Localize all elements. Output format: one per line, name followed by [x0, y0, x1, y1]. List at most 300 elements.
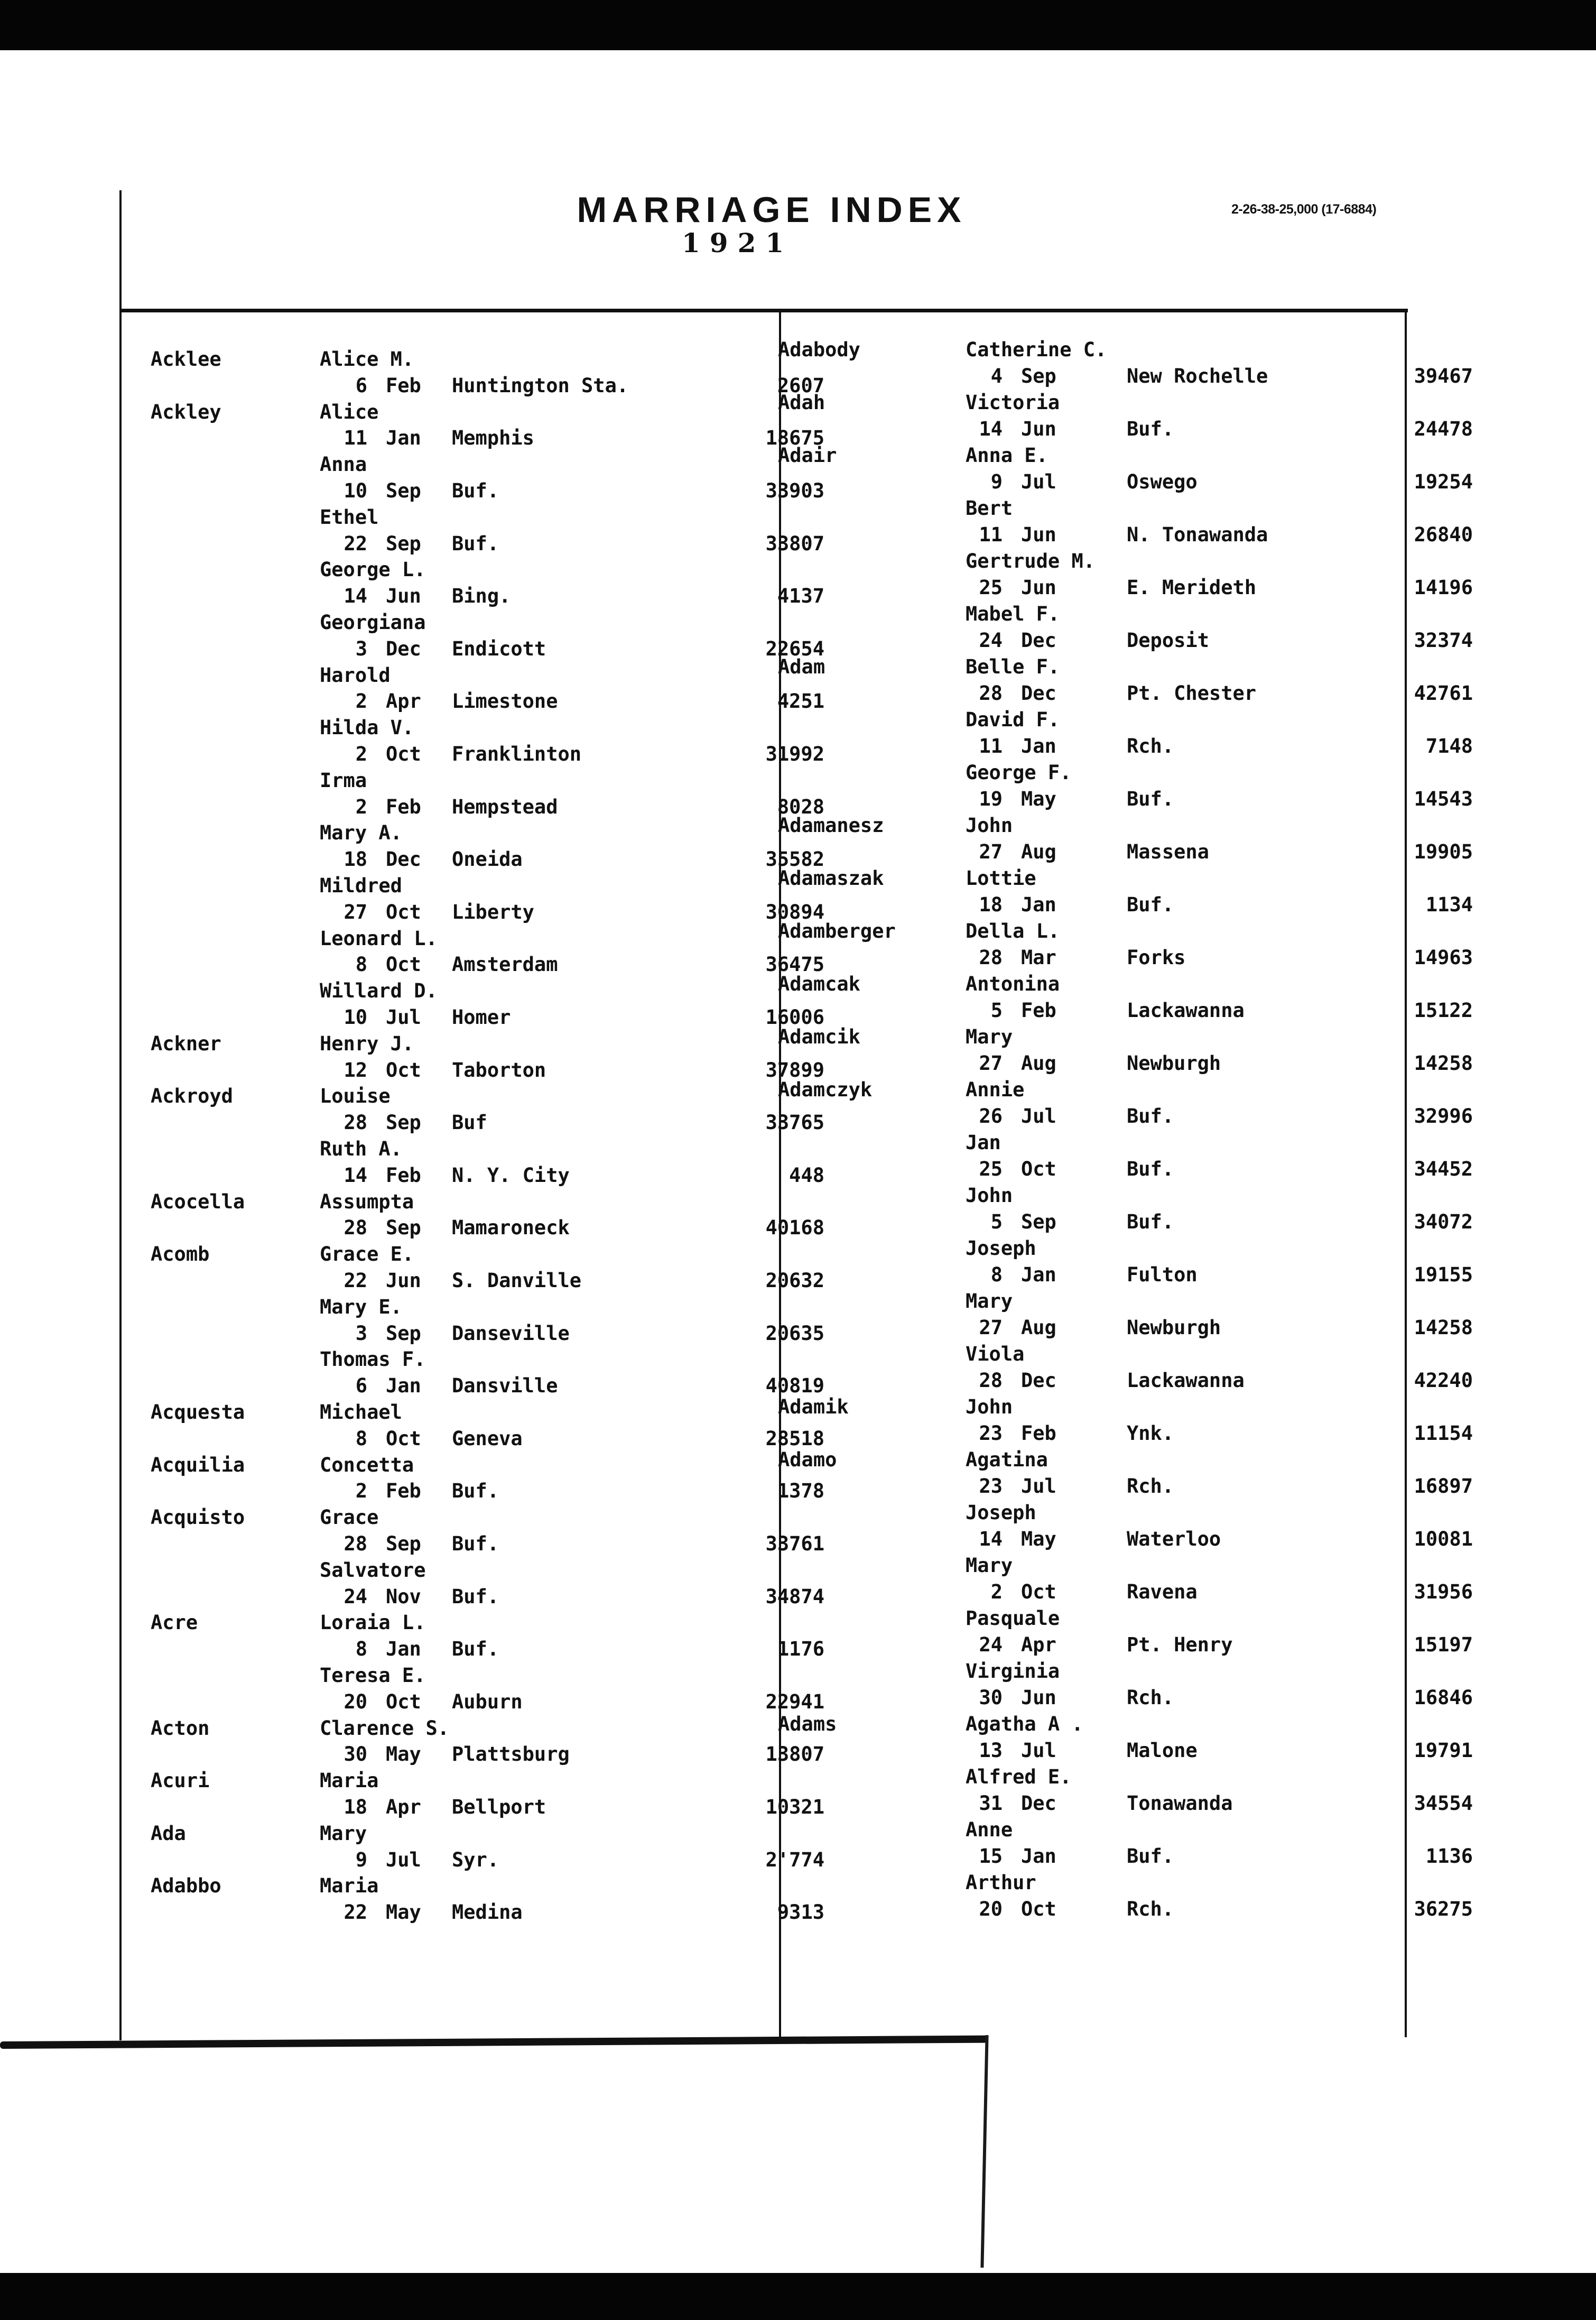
marriage-place: Homer: [452, 1006, 511, 1029]
marriage-day: 20: [979, 1898, 1003, 1920]
certificate-number: 16006: [765, 1006, 824, 1029]
marriage-month: Dec: [1021, 1792, 1056, 1815]
surname: Adam: [778, 655, 825, 678]
given-name: Agatina: [966, 1448, 1048, 1471]
marriage-month: Jan: [386, 427, 421, 450]
marriage-month: Jan: [1021, 735, 1056, 757]
marriage-month: Aug: [1021, 1052, 1056, 1075]
certificate-number: 18675: [765, 427, 824, 450]
certificate-number: 14258: [1414, 1316, 1473, 1339]
certificate-number: 16897: [1414, 1475, 1473, 1498]
marriage-day: 8: [990, 1263, 1003, 1286]
certificate-number: 10321: [765, 1796, 824, 1818]
marriage-day: 10: [344, 479, 367, 502]
marriage-day: 2: [355, 1480, 367, 1503]
given-name: Thomas F.: [320, 1348, 426, 1371]
marriage-place: Buf.: [1127, 1210, 1174, 1233]
certificate-number: 35582: [765, 848, 824, 871]
marriage-month: Jun: [1021, 576, 1056, 599]
marriage-month: Oct: [386, 743, 421, 765]
certificate-number: 13807: [765, 1743, 824, 1766]
certificate-number: 42240: [1414, 1369, 1473, 1392]
marriage-place: Fulton: [1127, 1263, 1198, 1286]
marriage-place: Medina: [452, 1901, 523, 1924]
given-name: Agatha A .: [966, 1713, 1083, 1735]
marriage-place: Franklinton: [452, 743, 582, 765]
marriage-place: Pt. Henry: [1127, 1633, 1233, 1656]
marriage-month: Feb: [386, 1163, 421, 1187]
given-name: Pasquale: [966, 1607, 1060, 1630]
marriage-place: Buf.: [452, 1532, 499, 1555]
certificate-number: 19905: [1414, 840, 1473, 863]
surname: Ackner: [151, 1032, 221, 1055]
marriage-month: Dec: [1021, 1369, 1056, 1392]
marriage-place: Endicott: [452, 637, 546, 660]
marriage-place: N. Tonawanda: [1127, 523, 1268, 546]
marriage-place: N. Y. City: [452, 1163, 570, 1187]
form-code: 2-26-38-25,000 (17-6884): [1231, 202, 1377, 217]
marriage-month: Oct: [1021, 1580, 1056, 1603]
given-name: Irma: [320, 769, 367, 792]
marriage-day: 5: [990, 1210, 1003, 1233]
given-name: Henry J.: [320, 1032, 414, 1055]
certificate-number: 22941: [765, 1690, 824, 1713]
marriage-place: Huntington Sta.: [452, 374, 629, 397]
marriage-place: Liberty: [452, 900, 534, 923]
given-name: John: [966, 1395, 1013, 1418]
marriage-day: 8: [355, 953, 367, 976]
marriage-month: Feb: [386, 374, 421, 397]
given-name: Bert: [966, 497, 1013, 520]
marriage-place: Mamaroneck: [452, 1216, 570, 1240]
marriage-day: 11: [979, 523, 1003, 546]
given-name: Ethel: [320, 505, 379, 529]
given-name: Assumpta: [320, 1190, 414, 1213]
certificate-number: 19155: [1414, 1263, 1473, 1286]
marriage-month: Sep: [386, 532, 421, 555]
marriage-day: 8: [355, 1427, 367, 1450]
certificate-number: 1176: [777, 1638, 824, 1661]
marriage-day: 23: [979, 1475, 1003, 1498]
marriage-place: Lackawanna: [1127, 1369, 1245, 1392]
given-name: Annie: [966, 1078, 1025, 1101]
marriage-day: 28: [979, 946, 1003, 969]
marriage-place: Malone: [1127, 1739, 1198, 1762]
certificate-number: 9313: [777, 1901, 824, 1924]
marriage-month: Oct: [386, 1690, 421, 1713]
marriage-place: Rch.: [1127, 735, 1174, 757]
certificate-number: 14963: [1414, 946, 1473, 969]
marriage-month: Oct: [386, 900, 421, 923]
surname: Adamcak: [778, 973, 860, 995]
scan-top-border: [0, 0, 1596, 50]
certificate-number: 7148: [1425, 735, 1473, 757]
surname: Acklee: [151, 348, 221, 371]
marriage-day: 14: [344, 585, 367, 608]
given-name: Harold: [320, 663, 391, 687]
certificate-number: 4137: [777, 585, 824, 608]
marriage-day: 14: [344, 1163, 367, 1187]
marriage-place: Rch.: [1127, 1475, 1174, 1498]
certificate-number: 19254: [1414, 470, 1473, 493]
marriage-month: Jul: [386, 1848, 421, 1871]
given-name: Grace E.: [320, 1243, 414, 1266]
page-title: MARRIAGE INDEX: [577, 190, 967, 230]
surname: Acocella: [151, 1190, 245, 1213]
certificate-number: 34874: [765, 1585, 824, 1608]
marriage-month: May: [1021, 788, 1056, 810]
marriage-place: Buf.: [452, 1638, 499, 1661]
marriage-month: Jun: [1021, 418, 1056, 440]
marriage-place: Buf.: [1127, 1105, 1174, 1127]
certificate-number: 33903: [765, 479, 824, 502]
marriage-place: Danseville: [452, 1321, 570, 1345]
surname: Adams: [778, 1713, 837, 1735]
marriage-day: 20: [344, 1690, 367, 1713]
marriage-place: Syr.: [452, 1848, 499, 1871]
marriage-day: 2: [355, 743, 367, 765]
certificate-number: 31992: [765, 743, 824, 765]
surname: Acton: [151, 1716, 210, 1740]
certificate-number: 39467: [1414, 365, 1473, 387]
marriage-month: Nov: [386, 1585, 421, 1608]
marriage-month: Oct: [386, 1427, 421, 1450]
marriage-month: Jul: [386, 1006, 421, 1029]
given-name: Mary: [320, 1822, 367, 1845]
given-name: Maria: [320, 1769, 379, 1792]
marriage-day: 27: [979, 1052, 1003, 1075]
marriage-month: Dec: [1021, 629, 1056, 652]
marriage-month: Apr: [1021, 1633, 1056, 1656]
given-name: Antonina: [966, 973, 1060, 995]
marriage-place: Oswego: [1127, 470, 1198, 493]
marriage-month: Sep: [386, 1532, 421, 1555]
given-name: Anna: [320, 453, 367, 476]
certificate-number: 8028: [777, 795, 824, 818]
marriage-day: 30: [979, 1686, 1003, 1709]
given-name: Lottie: [966, 867, 1036, 890]
marriage-day: 5: [990, 999, 1003, 1022]
certificate-number: 20632: [765, 1269, 824, 1292]
certificate-number: 19791: [1414, 1739, 1473, 1762]
given-name: Mary A.: [320, 821, 402, 845]
given-name: Joseph: [966, 1237, 1036, 1260]
marriage-day: 6: [355, 1374, 367, 1398]
marriage-day: 6: [355, 374, 367, 397]
given-name: Anna E.: [966, 444, 1048, 467]
marriage-day: 30: [344, 1743, 367, 1766]
page-fold-edge-side: [980, 2035, 988, 2268]
certificate-number: 28518: [765, 1427, 824, 1450]
given-name: John: [966, 1184, 1013, 1207]
marriage-day: 8: [355, 1638, 367, 1661]
certificate-number: 26840: [1414, 523, 1473, 546]
marriage-day: 3: [355, 1321, 367, 1345]
marriage-month: Jun: [386, 1269, 421, 1292]
marriage-day: 31: [979, 1792, 1003, 1815]
marriage-month: Oct: [1021, 1158, 1056, 1180]
given-name: David F.: [966, 708, 1060, 731]
marriage-month: Sep: [386, 1111, 421, 1134]
given-name: Viola: [966, 1343, 1025, 1365]
surname: Ada: [151, 1822, 186, 1845]
surname: Adamanesz: [778, 814, 884, 837]
certificate-number: 4251: [777, 690, 824, 713]
certificate-number: 36475: [765, 953, 824, 976]
marriage-place: Newburgh: [1127, 1316, 1221, 1339]
marriage-day: 24: [979, 629, 1003, 652]
certificate-number: 16846: [1414, 1686, 1473, 1709]
certificate-number: 14258: [1414, 1052, 1473, 1075]
certificate-number: 30894: [765, 900, 824, 923]
surname: Adabody: [778, 338, 860, 361]
given-name: Mary: [966, 1025, 1013, 1048]
marriage-day: 22: [344, 1901, 367, 1924]
certificate-number: 1136: [1425, 1845, 1473, 1868]
marriage-place: E. Merideth: [1127, 576, 1257, 599]
marriage-month: Sep: [1021, 365, 1056, 387]
marriage-place: Oneida: [452, 848, 523, 871]
certificate-number: 40168: [765, 1216, 824, 1240]
surname: Acquesta: [151, 1401, 245, 1424]
marriage-place: Buf.: [1127, 788, 1174, 810]
certificate-number: 10081: [1414, 1528, 1473, 1550]
certificate-number: 1378: [777, 1480, 824, 1503]
marriage-month: Jul: [1021, 470, 1056, 493]
marriage-day: 10: [344, 1006, 367, 1029]
given-name: Georgiana: [320, 611, 426, 634]
marriage-month: Sep: [386, 1321, 421, 1345]
marriage-place: Ynk.: [1127, 1422, 1174, 1445]
marriage-month: Jan: [1021, 893, 1056, 916]
surname: Adamik: [778, 1395, 849, 1418]
given-name: Leonard L.: [320, 927, 438, 950]
given-name: Concetta: [320, 1453, 414, 1476]
marriage-month: Jun: [386, 585, 421, 608]
given-name: Alfred E.: [966, 1766, 1072, 1788]
surname: Adamberger: [778, 920, 896, 942]
marriage-day: 2: [355, 795, 367, 818]
page-fold-edge: [0, 2036, 988, 2049]
marriage-place: Lackawanna: [1127, 999, 1245, 1022]
marriage-day: 28: [979, 1369, 1003, 1392]
marriage-month: Jan: [1021, 1263, 1056, 1286]
marriage-month: Oct: [386, 953, 421, 976]
marriage-day: 18: [344, 848, 367, 871]
marriage-month: Mar: [1021, 946, 1056, 969]
given-name: Alice: [320, 400, 379, 423]
marriage-day: 28: [979, 682, 1003, 705]
given-name: Teresa E.: [320, 1664, 426, 1687]
marriage-day: 25: [979, 1158, 1003, 1180]
marriage-month: May: [386, 1901, 421, 1924]
given-name: Virginia: [966, 1660, 1060, 1683]
given-name: Clarence S.: [320, 1716, 450, 1740]
marriage-place: Buf.: [1127, 1845, 1174, 1868]
marriage-place: Buf.: [452, 1585, 499, 1608]
given-name: Alice M.: [320, 348, 414, 371]
marriage-month: Sep: [386, 479, 421, 502]
marriage-day: 24: [979, 1633, 1003, 1656]
certificate-number: 1134: [1425, 893, 1473, 916]
certificate-number: 20635: [765, 1321, 824, 1345]
marriage-place: Tonawanda: [1127, 1792, 1233, 1815]
marriage-month: Jan: [1021, 1845, 1056, 1868]
marriage-day: 18: [979, 893, 1003, 916]
surname: Adamczyk: [778, 1078, 873, 1101]
marriage-place: Geneva: [452, 1427, 523, 1450]
marriage-place: Buf.: [452, 532, 499, 555]
certificate-number: 14196: [1414, 576, 1473, 599]
marriage-month: Jun: [1021, 523, 1056, 546]
surname: Ackroyd: [151, 1085, 233, 1108]
given-name: Mary E.: [320, 1295, 402, 1318]
surname: Acuri: [151, 1769, 210, 1792]
marriage-month: Oct: [386, 1058, 421, 1082]
marriage-place: Newburgh: [1127, 1052, 1221, 1075]
marriage-place: Forks: [1127, 946, 1186, 969]
certificate-number: 33765: [765, 1111, 824, 1134]
certificate-number: 34452: [1414, 1158, 1473, 1180]
certificate-number: 22654: [765, 637, 824, 660]
marriage-month: Feb: [1021, 1422, 1056, 1445]
marriage-day: 28: [344, 1111, 367, 1134]
marriage-day: 9: [355, 1848, 367, 1871]
marriage-day: 22: [344, 1269, 367, 1292]
marriage-place: Limestone: [452, 690, 558, 713]
marriage-place: Dansville: [452, 1374, 558, 1398]
left-margin-rule: [119, 190, 122, 2040]
given-name: Mildred: [320, 874, 402, 897]
given-name: Della L.: [966, 920, 1060, 942]
given-name: Hilda V.: [320, 716, 414, 740]
marriage-day: 28: [344, 1216, 367, 1240]
marriage-month: Jan: [386, 1374, 421, 1398]
marriage-day: 13: [979, 1739, 1003, 1762]
marriage-place: Buf.: [1127, 418, 1174, 440]
certificate-number: 34554: [1414, 1792, 1473, 1815]
marriage-month: Apr: [386, 1796, 421, 1818]
marriage-month: Feb: [386, 795, 421, 818]
marriage-day: 18: [344, 1796, 367, 1818]
given-name: Maria: [320, 1874, 379, 1898]
given-name: Belle F.: [966, 655, 1060, 678]
given-name: Mabel F.: [966, 603, 1060, 625]
certificate-number: 33807: [765, 532, 824, 555]
given-name: Arthur: [966, 1871, 1036, 1894]
marriage-day: 9: [990, 470, 1003, 493]
given-name: Willard D.: [320, 979, 438, 1003]
marriage-day: 2: [355, 690, 367, 713]
marriage-day: 27: [979, 840, 1003, 863]
certificate-number: 42761: [1414, 682, 1473, 705]
given-name: Loraia L.: [320, 1611, 426, 1634]
marriage-month: Sep: [386, 1216, 421, 1240]
certificate-number: 15122: [1414, 999, 1473, 1022]
marriage-place: Rch.: [1127, 1686, 1174, 1709]
surname: Acquilia: [151, 1453, 245, 1476]
surname: Adair: [778, 444, 837, 467]
surname: Adabbo: [151, 1874, 221, 1898]
table-top-rule: [119, 309, 1408, 312]
marriage-day: 25: [979, 576, 1003, 599]
marriage-place: S. Danville: [452, 1269, 582, 1292]
given-name: Jan: [966, 1131, 1001, 1154]
given-name: Mary: [966, 1290, 1013, 1312]
marriage-day: 12: [344, 1058, 367, 1082]
marriage-month: Jul: [1021, 1475, 1056, 1498]
marriage-month: Jan: [386, 1638, 421, 1661]
marriage-day: 28: [344, 1532, 367, 1555]
given-name: Mary: [966, 1554, 1013, 1577]
certificate-number: 32996: [1414, 1105, 1473, 1127]
certificate-number: 36275: [1414, 1898, 1473, 1920]
surname: Ackley: [151, 400, 221, 423]
marriage-place: Hempstead: [452, 795, 558, 818]
certificate-number: 34072: [1414, 1210, 1473, 1233]
given-name: George F.: [966, 761, 1072, 784]
marriage-month: Dec: [386, 848, 421, 871]
marriage-day: 22: [344, 532, 367, 555]
given-name: Catherine C.: [966, 338, 1107, 361]
marriage-place: Rch.: [1127, 1898, 1174, 1920]
surname: Acre: [151, 1611, 198, 1634]
marriage-day: 11: [344, 427, 367, 450]
marriage-month: Dec: [1021, 682, 1056, 705]
marriage-place: Bellport: [452, 1796, 546, 1818]
page-year: 1921: [682, 227, 794, 258]
marriage-month: Feb: [386, 1480, 421, 1503]
marriage-place: Taborton: [452, 1058, 546, 1082]
marriage-place: Buf.: [452, 479, 499, 502]
given-name: Michael: [320, 1401, 402, 1424]
marriage-month: May: [1021, 1528, 1056, 1550]
given-name: Ruth A.: [320, 1138, 402, 1160]
given-name: Victoria: [966, 391, 1060, 414]
marriage-day: 4: [990, 365, 1003, 387]
certificate-number: 40819: [765, 1374, 824, 1398]
given-name: Salvatore: [320, 1558, 426, 1582]
marriage-place: Auburn: [452, 1690, 523, 1713]
marriage-day: 14: [979, 1528, 1003, 1550]
certificate-number: 33761: [765, 1532, 824, 1555]
certificate-number: 24478: [1414, 418, 1473, 440]
given-name: Grace: [320, 1506, 379, 1529]
marriage-month: Dec: [386, 637, 421, 660]
certificate-number: 2607: [777, 374, 824, 397]
surname: Adah: [778, 391, 825, 414]
marriage-month: Feb: [1021, 999, 1056, 1022]
given-name: Anne: [966, 1818, 1013, 1841]
surname: Adamaszak: [778, 867, 884, 890]
marriage-month: Aug: [1021, 1316, 1056, 1339]
marriage-place: Deposit: [1127, 629, 1209, 652]
given-name: George L.: [320, 558, 426, 581]
marriage-day: 2: [990, 1580, 1003, 1603]
marriage-month: May: [386, 1743, 421, 1766]
marriage-month: Oct: [1021, 1898, 1056, 1920]
certificate-number: 2'774: [765, 1848, 824, 1871]
marriage-month: Jul: [1021, 1105, 1056, 1127]
marriage-place: Bing.: [452, 585, 511, 608]
marriage-place: New Rochelle: [1127, 365, 1268, 387]
marriage-month: Sep: [1021, 1210, 1056, 1233]
marriage-month: Apr: [386, 690, 421, 713]
marriage-place: Buf.: [1127, 893, 1174, 916]
certificate-number: 31956: [1414, 1580, 1473, 1603]
marriage-place: Ravena: [1127, 1580, 1198, 1603]
marriage-month: Aug: [1021, 840, 1056, 863]
